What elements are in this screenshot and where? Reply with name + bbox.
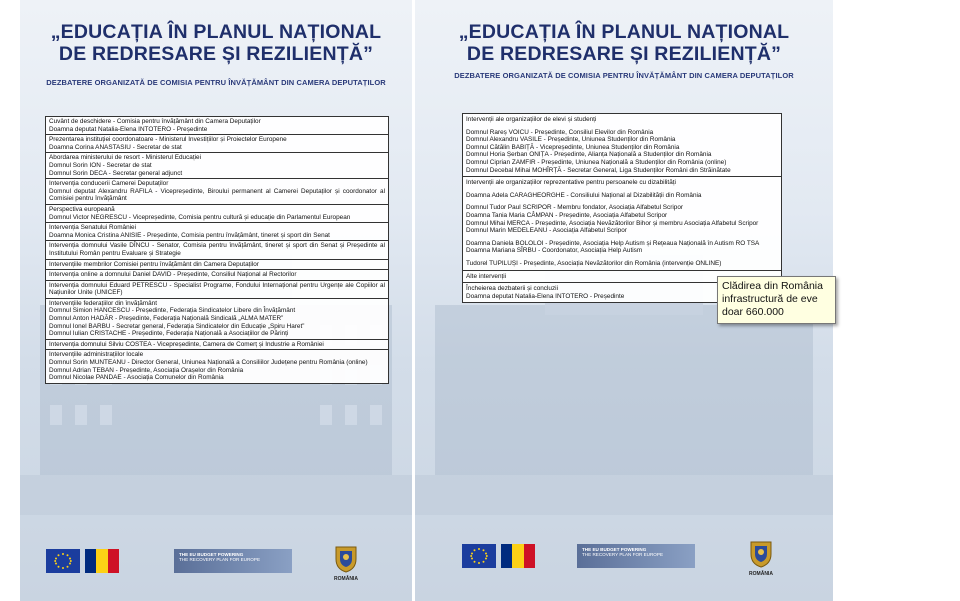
tooltip-line-2: infrastructură de eve: [722, 293, 818, 305]
agenda-section-heading: Intervenții ale organizațiilor reprezentative pentru persoanele cu dizabilități: [466, 179, 676, 187]
romania-crest-icon: [333, 543, 359, 573]
eu-flag-icon: [46, 549, 80, 573]
tooltip-line-1: Clădirea din România: [722, 280, 823, 292]
agenda-line: Intervenția domnului Silviu COSTEA - Vicepreședinte, Camera de Comerț și Industrie a României: [49, 340, 324, 348]
agenda-line: Doamna Adela CARAGHEORGHE - Consiliului Național al Dizabilității din România: [466, 191, 702, 199]
eu-flag-icon: [462, 544, 496, 568]
page-subtitle: DEZBATERE ORGANIZATĂ DE COMISIA PENTRU ÎNVĂȚĂMÂNT DIN CAMERA DEPUTAȚILOR: [46, 78, 386, 87]
agenda-table-right: [462, 113, 782, 303]
agenda-section: [46, 241, 388, 259]
agenda-line: Doamna deputat Natalia-Elena INTOTERO - Președinte: [466, 292, 625, 300]
agenda-section: [46, 179, 388, 205]
agenda-line: Doamna Corina ANASTASIU - Secretar de stat: [49, 143, 182, 151]
page-title-line-2: DE REDRESARE ȘI REZILIENȚĂ”: [466, 43, 782, 65]
agenda-line: Intervenția online a domnului Daniel DAVID - Președinte, Consiliul Național al Rectorilor: [49, 271, 297, 279]
crest-label: ROMÂNIA: [334, 576, 358, 582]
agenda-line: Doamna Tania Maria CÂMPAN - Președinte, Asociația Alfabetul Scripor: [466, 211, 668, 219]
left-flyer-page: [20, 0, 412, 601]
hover-tooltip: [717, 276, 836, 324]
agenda-line: Doamna Mariana SÎRBU - Coordonator, Asociația Help Autism: [466, 247, 643, 255]
agenda-line: Domnul Marin MEDELEANU - Asociația Alfabetul Scripor: [466, 227, 627, 235]
eu-recovery-banner: [577, 544, 695, 568]
agenda-section-heading: Abordarea ministerului de resort - Ministerul Educației: [49, 154, 202, 162]
agenda-section: [46, 135, 388, 153]
romania-crest-icon: [748, 538, 774, 568]
agenda-section-heading: Intervenția Senatului României: [49, 224, 137, 232]
agenda-table-left: [45, 116, 389, 384]
agenda-line: Domnul Alexandru VASILE - Președinte, Uniunea Studenților din România: [466, 136, 676, 144]
agenda-line: Domnul Victor NEGRESCU - Vicepreședinte, Comisia pentru cultură și educație din Parlamentul European: [49, 213, 351, 221]
romania-flag-icon: [85, 549, 119, 573]
agenda-line: Intervenția domnului Eduard PETRESCU - Specialist Programe, Fondului Internațional pentru Urgențe ale Copiilor al Națiunilor Unite (UNICEF): [49, 281, 385, 297]
agenda-section: [46, 205, 388, 223]
agenda-line: Domnul Decebal Mihai MOHÎRȚĂ - Secretar General, Liga Studenților Români din Străinătate: [466, 166, 731, 174]
agenda-section: [46, 281, 388, 299]
agenda-line: Domnul Ciprian ZAMFIR - Președinte, Uniunea Națională a Studenților din România (online): [466, 158, 727, 166]
agenda-section-heading: Cuvânt de deschidere - Comisia pentru învățământ din Camera Deputaților: [49, 118, 261, 125]
page-title-line-1: „EDUCAȚIA ÎN PLANUL NAȚIONAL: [458, 21, 790, 43]
agenda-line: Domnul Tudor Paul SCRIPOR - Membru fondator, Asociația Alfabetul Scripor: [466, 204, 684, 212]
agenda-line: Domnul deputat Alexandru RAFILA - Vicepreședinte, Biroului permanent al Camerei Deputaților și coordonator al Comisiei pentru învățământ: [49, 187, 385, 203]
agenda-section-heading: Perspectiva europeană: [49, 205, 115, 213]
page-title-line-1: „EDUCAȚIA ÎN PLANUL NAȚIONAL: [50, 21, 382, 43]
agenda-section: [46, 117, 388, 135]
agenda-section: [46, 260, 388, 271]
agenda-section-heading: Intervenții ale organizațiilor de elevi și studenți: [466, 116, 597, 123]
agenda-line: Tudorel TUPILUȘI - Președinte, Asociația Nevăzătorilor din România (intervenție ONLINE): [466, 259, 722, 267]
banner-line-2: THE RECOVERY PLAN FOR EUROPE: [179, 557, 261, 562]
agenda-section: [46, 350, 388, 382]
agenda-line: Domnul Nicolae PANDAE - Asociația Comunelor din România: [49, 374, 224, 382]
agenda-line: Domnul Horia Șerban ONIȚA - Președinte, Alianța Națională a Studenților din România: [466, 151, 712, 159]
agenda-section: [463, 114, 781, 177]
agenda-section: [46, 340, 388, 351]
agenda-section-heading: Intervenția conducerii Camerei Deputaților: [49, 180, 169, 188]
agenda-line: Domnul Mihai MERCA - Președinte, Asociația Nevăzătorilor Bihor și membru Asociația Alfabetul Scripor: [466, 219, 759, 227]
banner-line-1: THE EU BUDGET POWERING: [179, 552, 244, 557]
agenda-section: [46, 153, 388, 179]
agenda-line: Doamna Monica Cristina ANISIE - Președinte, Comisia pentru învățământ, tineret și sport din Senat: [49, 231, 330, 239]
agenda-line: Domnul Rareș VOICU - Președinte, Consiliul Elevilor din România: [466, 128, 654, 136]
agenda-section-heading: Încheierea dezbaterii și concluzii: [466, 285, 559, 293]
tooltip-line-3: doar 660.000: [722, 306, 784, 318]
agenda-line: Domnul Iulian CRISTACHE - Președinte, Federația Națională a Asociațiilor de Părinți: [49, 330, 289, 338]
agenda-line: Domnul Simion HANCESCU - Președinte, Federația Sindicatelor Libere din Învățământ: [49, 307, 296, 315]
agenda-section-heading: Intervențiile federațiilor din învățământ: [49, 299, 157, 307]
agenda-section: [46, 270, 388, 281]
agenda-line: Domnul Ionel BARBU - Secretar general, Federația Sindicatelor din Educație „Spiru Haret”: [49, 322, 305, 330]
agenda-section: [463, 177, 781, 270]
crest-label: ROMÂNIA: [749, 571, 773, 577]
page-title-line-2: DE REDRESARE ȘI REZILIENȚĂ”: [58, 43, 374, 65]
agenda-line: Domnul Adrian TEBAN - Președinte, Asociația Orașelor din România: [49, 366, 244, 374]
agenda-line: Domnul Sorin DECA - Secretar general adjunct: [49, 169, 183, 177]
agenda-line: Intervențiile membrilor Comisiei pentru învățământ din Camera Deputaților: [49, 260, 259, 268]
agenda-section: [46, 223, 388, 241]
agenda-line: Domnul Anton HADĂR - Președinte, Federația Națională Sindicală „ALMA MATER”: [49, 315, 284, 323]
agenda-line: Domnul Cătălin BABIȚĂ - Vicepreședinte, Uniunea Studenților din România: [466, 143, 680, 151]
agenda-section: [46, 299, 388, 340]
page-subtitle: DEZBATERE ORGANIZATĂ DE COMISIA PENTRU ÎNVĂȚĂMÂNT DIN CAMERA DEPUTAȚILOR: [454, 71, 794, 80]
agenda-section-heading: Prezentarea instituției coordonatoare - Ministerul Investițiilor și Proiectelor Europene: [49, 136, 287, 144]
footer-logos: [415, 529, 833, 601]
romania-flag-icon: [501, 544, 535, 568]
agenda-line: Doamna deputat Natalia-Elena INTOTERO - Președinte: [49, 125, 208, 133]
eu-recovery-banner: [174, 549, 292, 573]
banner-line-1: THE EU BUDGET POWERING: [582, 547, 647, 552]
agenda-line: Domnul Sorin MUNTEANU - Director General, Uniunea Națională a Consiliilor Județene pentru România (online): [49, 359, 368, 367]
agenda-line: Doamna Daniela BOLOLOI - Președinte, Asociația Help Autism și Rețeaua Națională în Autism RO TSA: [466, 239, 760, 247]
agenda-section-heading: Alte intervenții: [466, 272, 507, 280]
footer-logos: [20, 529, 412, 601]
agenda-line: Domnul Sorin ION - Secretar de stat: [49, 161, 152, 169]
agenda-line: Intervenția domnului Vasile DÎNCU - Senator, Comisia pentru învățământ, tineret și sport din Senat și Președinte al Institutului Român pentru Evaluare și Strategie: [49, 242, 385, 257]
banner-line-2: THE RECOVERY PLAN FOR EUROPE: [582, 552, 664, 557]
agenda-section-heading: Intervențiile administrațiilor locale: [49, 351, 144, 359]
